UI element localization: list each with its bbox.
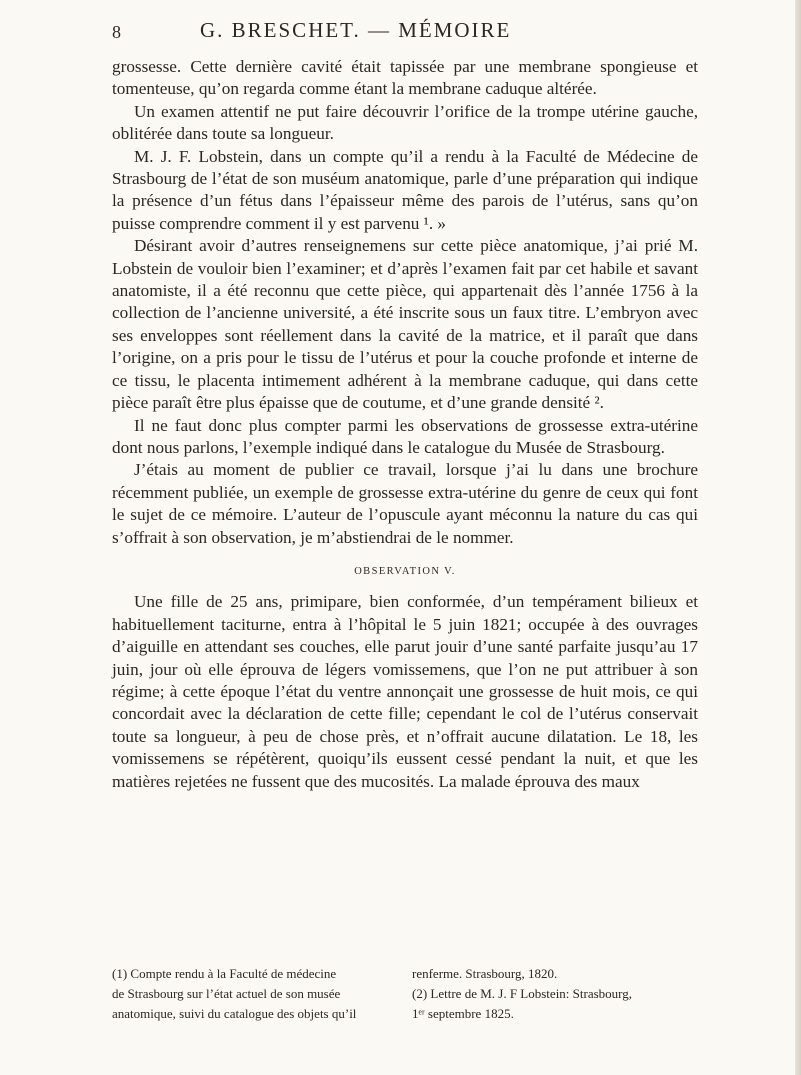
footnote-line: (2) Lettre de M. J. F Lobstein: Strasbourg,	[412, 986, 633, 1001]
paragraph-6: J’étais au moment de publier ce travail, lorsque j’ai lu dans une brochure récemment publiée, un exemple de grossesse extra-utérine du genre de ceux qui font le sujet de ce mémoire. L’auteur de l’opuscule ayant méconnu la nature du cas qui s’offrait à son observation, je m’abstiendrai de le nommer.	[112, 460, 698, 547]
paragraph-1: grossesse. Cette dernière cavité était tapissée par une membrane spongieuse et tomenteuse, qu’on regarda comme étant la membrane caduque altérée.	[112, 57, 698, 99]
footnote-line: de Strasbourg sur l’état actuel de son musée	[112, 986, 341, 1001]
footnote-line: renferme. Strasbourg, 1820.	[412, 966, 558, 981]
footnote-line: 1ᵉʳ septembre 1825.	[412, 1006, 514, 1021]
paragraph-5: Il ne faut donc plus compter parmi les observations de grossesse extra-utérine dont nous parlons, l’exemple indiqué dans le catalogue du Musée de Strasbourg.	[112, 415, 698, 457]
footnote-line: anatomique, suivi du catalogue des objets qu’il	[112, 1006, 357, 1021]
body-text	[112, 56, 698, 793]
paragraph-4: Désirant avoir d’autres renseignemens sur cette pièce anatomique, j’ai prié M. Lobstein de vouloir bien l’examiner; et d’après l’examen fait par cet habile et savant anatomiste, il a été reconnu que cette pièce, qui appartenait dès l’année 1756 à la collection de l’ancienne université, a été inscrite sous un faux titre. L’embryon avec ses enveloppes sont réellement dans la cavité de la matrice, et il paraît que dans l’origine, on a pris pour le tissu de l’utérus et pour la couche profonde et interne de ce tissu, le placenta intimement adhérent à la membrane caduque, qui dans cette pièce paraît être plus épaisse que de coutume, et d’une grande densité ².	[112, 236, 698, 413]
paragraph-2: Un examen attentif ne put faire découvrir l’orifice de la trompe utérine gauche, oblitérée dans toute sa longueur.	[112, 101, 698, 144]
footnote-right-column	[412, 964, 698, 1024]
page-number: 8	[112, 22, 121, 42]
observation-paragraph: Une fille de 25 ans, primipare, bien conformée, d’un tempérament bilieux et habituellement taciturne, entra à l’hôpital le 5 juin 1821; occupée à des ouvrages d’aiguille en attendant ses couches, elle parut jouir d’une santé parfaite jusqu’au 17 juin, jour où elle éprouva de légers vomissemens, que l’on ne put attribuer à son régime; à cette époque l’état du ventre annonçait une grossesse de huit mois, ce qui concordait avec la déclaration de cette fille; cependant le col de l’utérus conservait toute sa longueur, à peu de chose près, et n’offrait aucune dilatation. Le 18, les vomissemens se répétèrent, quoiqu’ils eussent cessé pendant la nuit, et que les matières rejetées ne fussent que des mucosités. La malade éprouva des maux	[112, 592, 698, 791]
footnotes	[112, 964, 698, 1024]
paragraph-3: M. J. F. Lobstein, dans un compte qu’il a rendu à la Faculté de Médecine de Strasbourg de l’état de son muséum anatomique, parle d’une préparation qui indique la présence d’un fétus dans l’épaisseur même des parois de l’utérus, sans qu’on puisse comprendre comment il y est parvenu ¹. »	[112, 146, 698, 233]
footnote-left-column	[112, 964, 398, 1024]
footnote-line: (1) Compte rendu à la Faculté de médecine	[112, 966, 337, 981]
page-header	[112, 16, 712, 50]
page-edge	[795, 0, 801, 1075]
running-head: G. BRESCHET. — MÉMOIRE	[200, 18, 512, 42]
section-title: OBSERVATION V.	[354, 565, 456, 577]
